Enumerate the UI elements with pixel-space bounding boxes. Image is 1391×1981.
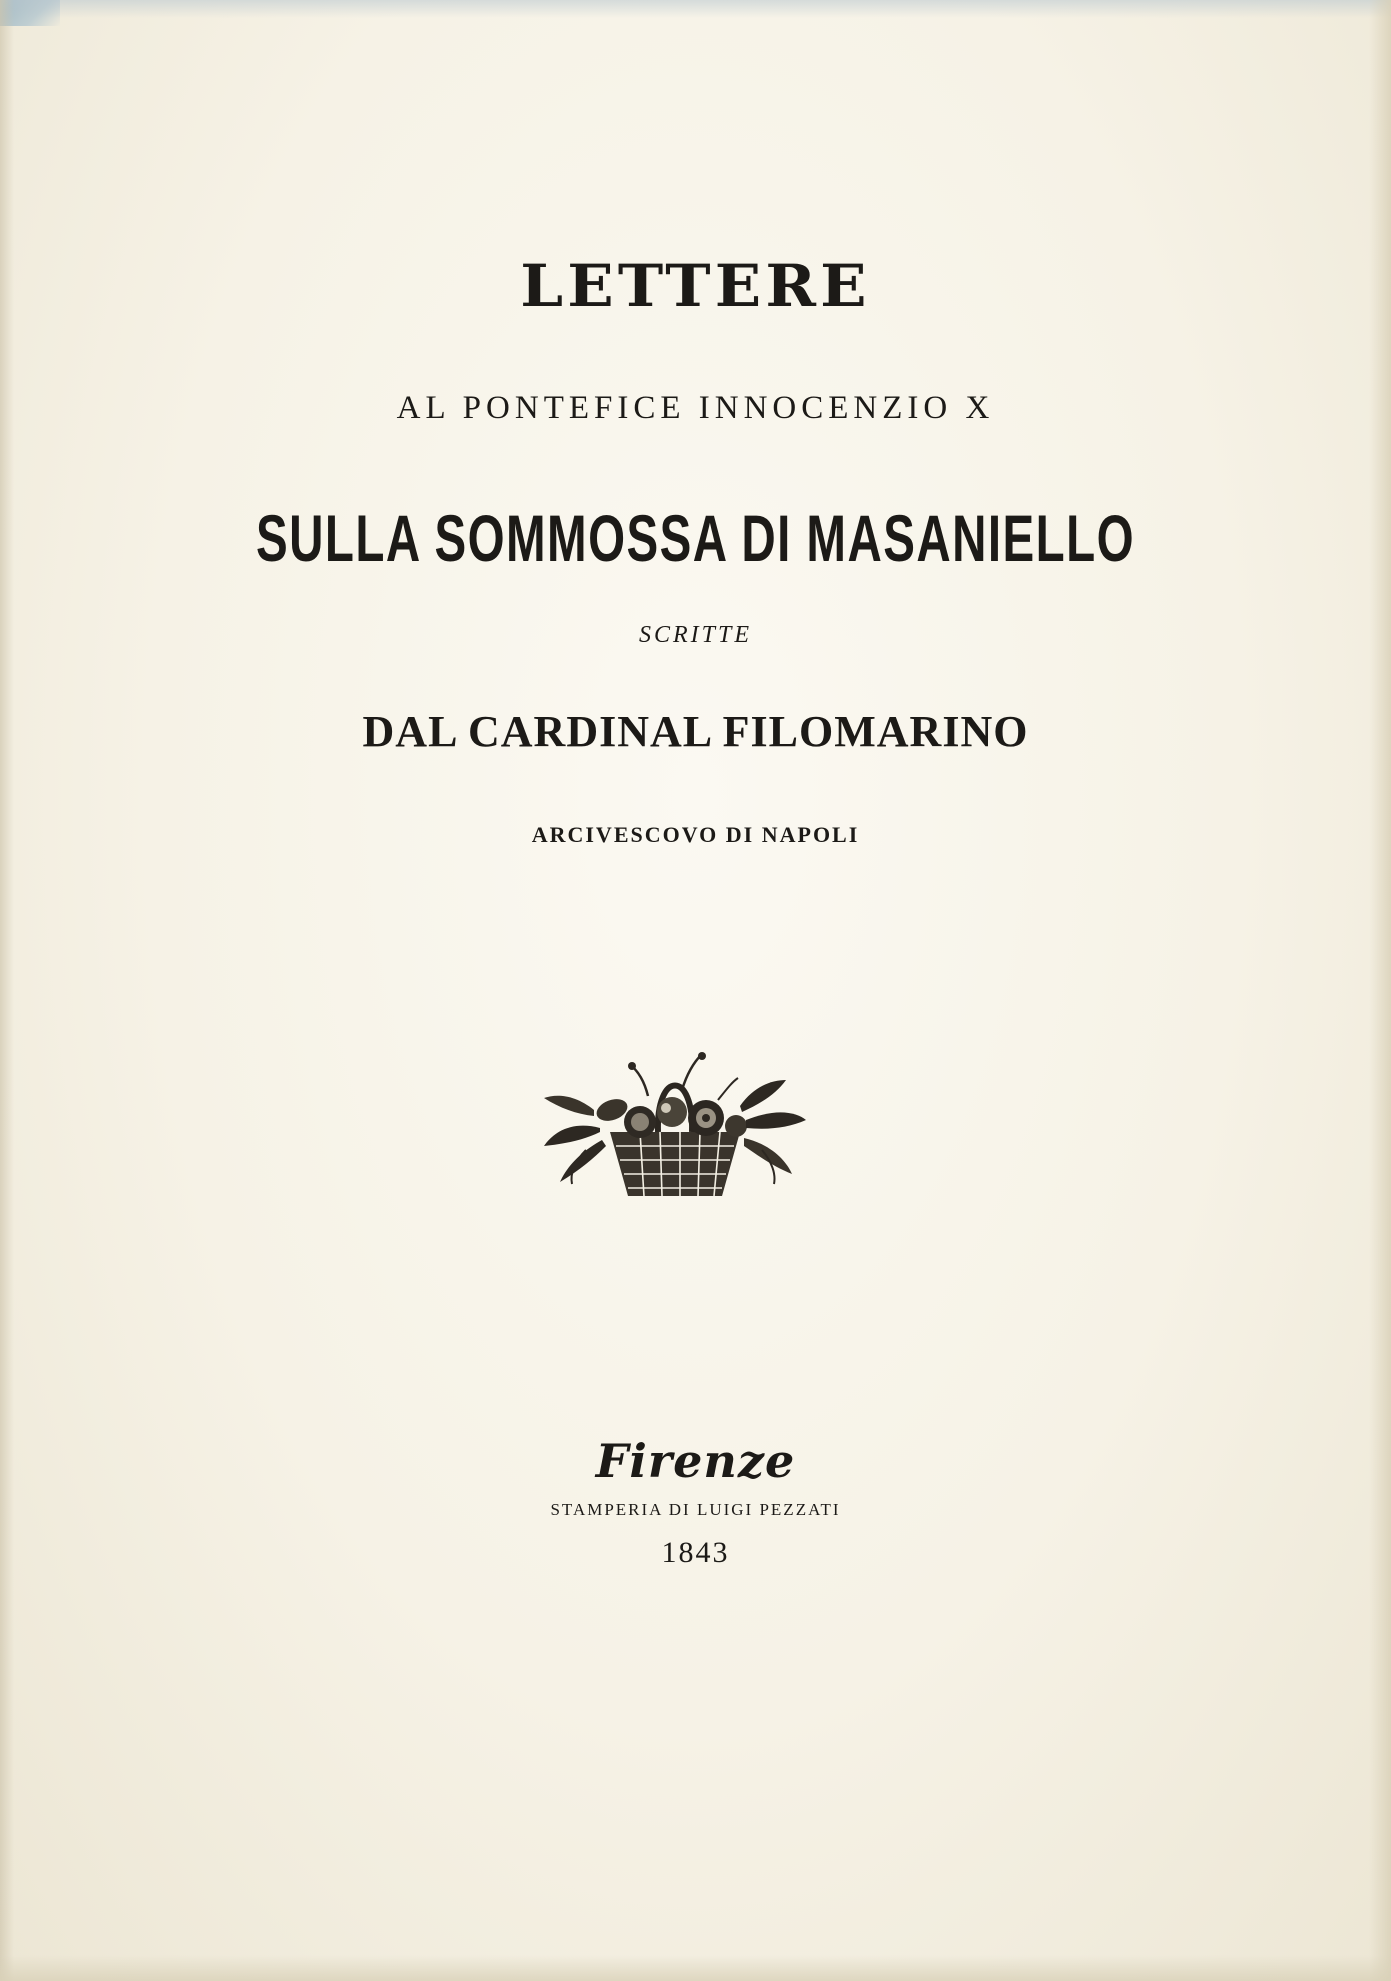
book-title: LETTERE [520,252,871,320]
imprint-city: Firenze [595,1434,796,1488]
book-main-title: SULLA SOMMOSSA DI MASANIELLO [256,501,1135,575]
imprint-year: 1843 [661,1536,730,1569]
page-edge-bottom [0,1955,1391,1981]
flower-basket-icon [540,1050,810,1206]
imprint-press: STAMPERIA DI LUIGI PEZZATI [550,1500,841,1519]
scritte-label: SCRITTE [638,622,752,648]
page-edge-top [0,0,1391,18]
author-title: ARCIVESCOVO DI NAPOLI [531,822,860,847]
author-name: DAL CARDINAL FILOMARINO [362,707,1029,756]
book-subtitle-recipient: AL PONTEFICE INNOCENZIO X [396,390,995,426]
